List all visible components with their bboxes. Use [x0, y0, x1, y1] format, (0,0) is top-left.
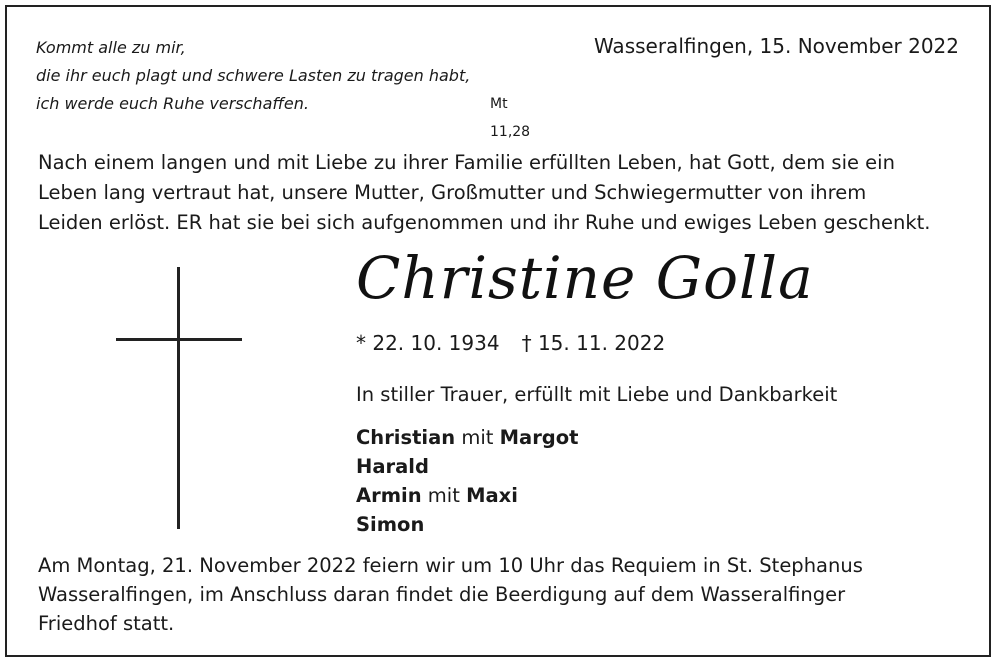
- service-line: Wasseralfingen, im Anschluss daran findet die Beerdigung auf dem Wasseralfinger: [38, 583, 846, 606]
- service-line: Am Montag, 21. November 2022 feiern wir um 10 Uhr das Requiem in St. Stephanus: [38, 554, 863, 577]
- intro-paragraph: [38, 148, 968, 238]
- member-name: Harald: [356, 455, 429, 478]
- birth-date: * 22. 10. 1934: [356, 331, 500, 355]
- mourning-line: In stiller Trauer, erfüllt mit Liebe und Dankbarkeit: [356, 383, 838, 406]
- partner-name: Maxi: [466, 484, 518, 507]
- joiner: mit: [421, 484, 467, 507]
- deceased-name: Christine Golla: [356, 244, 814, 312]
- family-member: [356, 481, 578, 510]
- quote-line: die ihr euch plagt und schwere Lasten zu tragen habt,: [36, 66, 471, 85]
- service-notice: [38, 551, 968, 638]
- bible-quote: [36, 34, 536, 140]
- life-dates: [356, 331, 665, 355]
- service-line: Friedhof statt.: [38, 612, 175, 635]
- member-name: Christian: [356, 426, 456, 449]
- family-list: [356, 423, 578, 539]
- quote-reference: Mt 11,28: [490, 96, 531, 140]
- cross-horizontal-bar: [116, 338, 242, 341]
- family-member: [356, 423, 578, 452]
- death-date: † 15. 11. 2022: [521, 331, 666, 355]
- quote-line: ich werde euch Ruhe verschaffen.: [36, 94, 309, 113]
- cross-icon: [116, 267, 242, 529]
- intro-line: Leiden erlöst. ER hat sie bei sich aufgenommen und ihr Ruhe und ewiges Leben geschenkt.: [38, 211, 931, 234]
- quote-line: Kommt alle zu mir,: [36, 38, 186, 57]
- member-name: Simon: [356, 513, 425, 536]
- intro-line: Nach einem langen und mit Liebe zu ihrer Familie erfüllten Leben, hat Gott, dem sie ein: [38, 151, 895, 174]
- intro-line: Leben lang vertraut hat, unsere Mutter, Großmutter und Schwiegermutter von ihrem: [38, 181, 867, 204]
- family-member: [356, 452, 578, 481]
- family-member: [356, 510, 578, 539]
- member-name: Armin: [356, 484, 422, 507]
- joiner: mit: [455, 426, 500, 449]
- partner-name: Margot: [499, 426, 579, 449]
- place-and-date: Wasseralfingen, 15. November 2022: [593, 34, 959, 58]
- cross-vertical-bar: [177, 267, 180, 529]
